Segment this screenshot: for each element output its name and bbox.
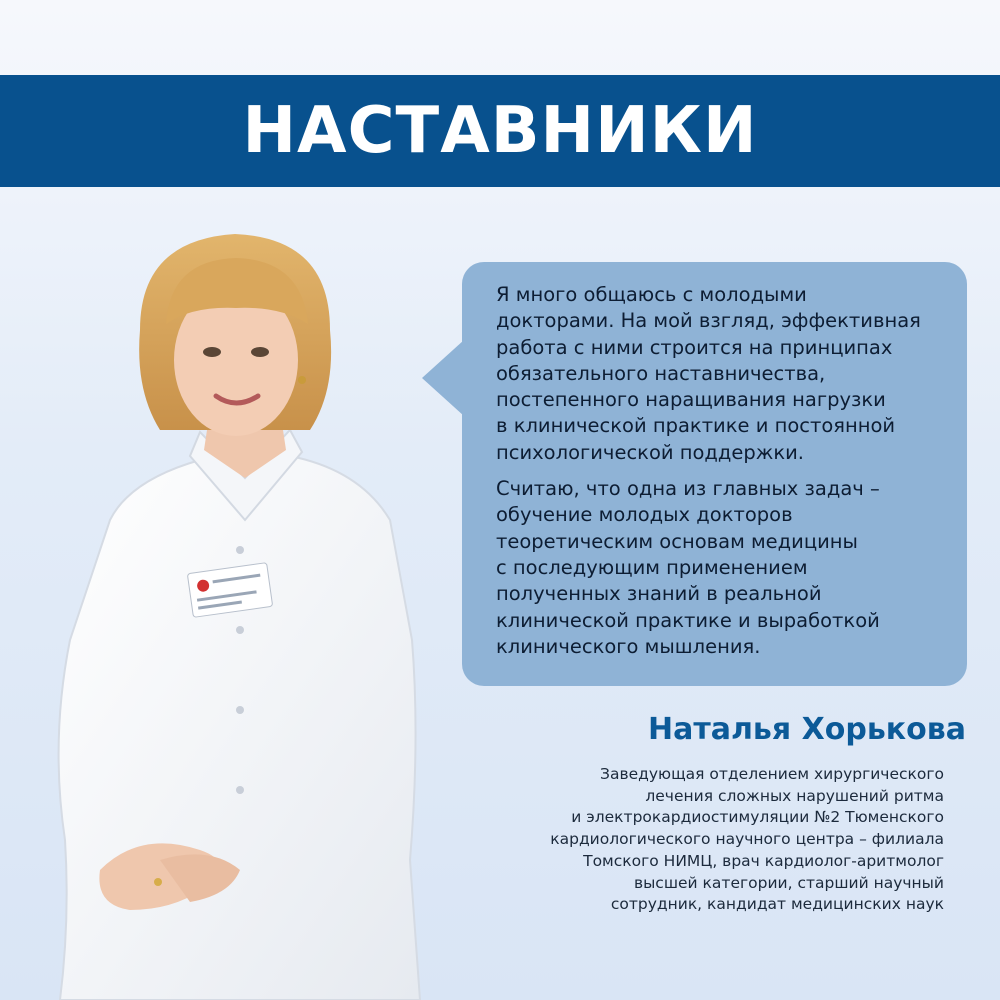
mentor-photo: [40, 220, 430, 1000]
header-banner: [0, 75, 1000, 187]
speech-bubble-tail: [422, 340, 464, 416]
quote-bubble: [462, 262, 967, 686]
page-title: НАСТАВНИКИ: [242, 94, 758, 168]
quote-paragraph: Считаю, что одна из главных задач – обучение молодых докторов теоретическим основам медицины с последующим применением полученных знаний в реальной клинической практике и выработкой клинического мышления.: [496, 477, 880, 658]
quote-paragraph: Я много общаюсь с молодыми докторами. На мой взгляд, эффективная работа с ними строится на принципах обязательного наставничества, постепенного наращивания нагрузки в клинической практике и постоянной психологической поддержки.: [496, 283, 921, 464]
person-position: Заведующая отделением хирургического лечения сложных нарушений ритма и электрокардиостимуляции №2 Тюменского кардиологического научного центра – филиала Томского НИМЦ, врач кардиолог-аритмолог высшей категории, старший научный сотрудник, кандидат медицинских наук: [550, 765, 944, 914]
person-name: Наталья Хорькова: [647, 712, 966, 747]
